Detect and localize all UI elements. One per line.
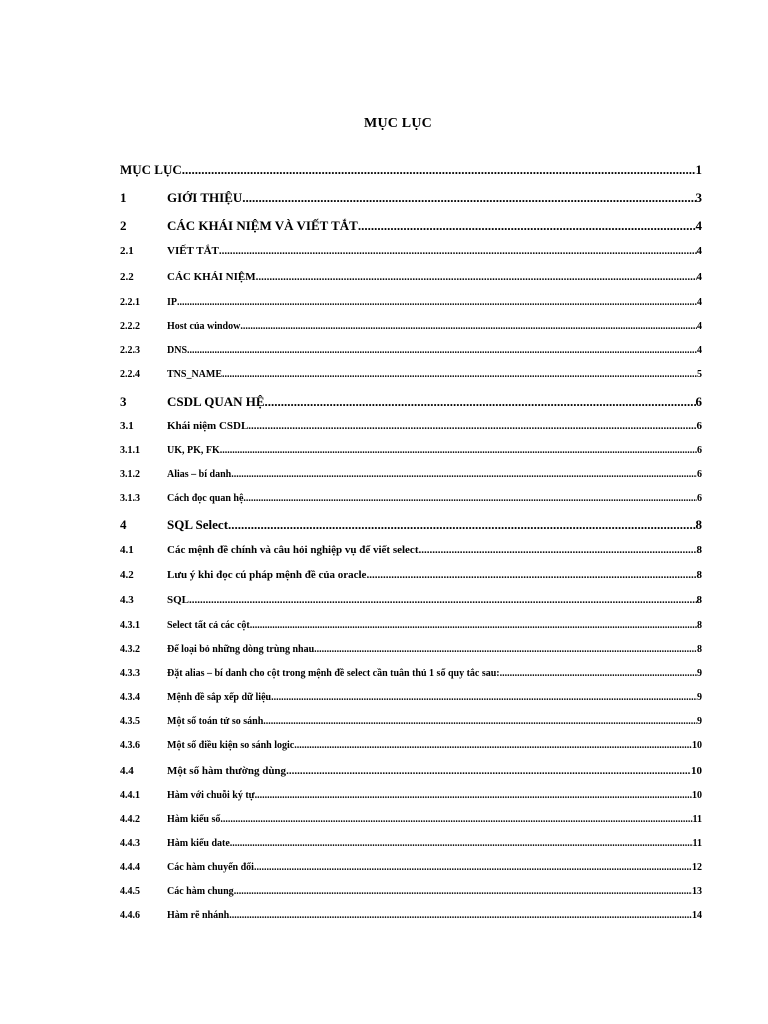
dot-leader — [250, 620, 697, 631]
toc-entry-page: 3 — [695, 190, 702, 205]
toc-entry-label: Các mệnh đề chính và câu hỏi nghiệp vụ để viết select — [167, 544, 419, 556]
toc-entry[interactable] — [120, 190, 702, 206]
toc-entry-label: IP — [167, 297, 177, 308]
toc-entry-label: Hàm rẽ nhánh — [167, 910, 230, 921]
toc-entry-label: Một số điều kiện so sánh logic — [167, 740, 295, 751]
toc-entry-label: DNS — [167, 345, 188, 356]
toc-entry-number: 2.2.2 — [120, 321, 140, 332]
toc-entry-page: 1 — [695, 162, 702, 177]
toc-entry[interactable] — [120, 517, 702, 533]
toc-entry-page: 8 — [696, 594, 702, 606]
dot-leader — [240, 321, 697, 332]
toc-entry-page: 9 — [697, 668, 702, 679]
toc-entry-page: 6 — [695, 394, 702, 409]
toc-entry[interactable] — [120, 420, 702, 432]
toc-entry-label: GIỚI THIỆU — [167, 190, 243, 205]
toc-entry-label: Các hàm chuyển đổi — [167, 862, 254, 873]
dot-leader — [294, 740, 692, 751]
toc-entry-label: TNS_NAME — [167, 369, 223, 380]
toc-entry[interactable] — [120, 493, 702, 504]
toc-entry-number: 3.1.3 — [120, 493, 140, 504]
toc-entry-number: 1 — [120, 190, 127, 205]
toc-entry-page: 8 — [697, 644, 702, 655]
toc-entry-page: 4 — [697, 321, 702, 332]
dot-leader — [177, 297, 697, 308]
toc-entry-page: 13 — [692, 886, 702, 897]
toc-entry[interactable] — [120, 469, 702, 480]
toc-entry-number: 4 — [120, 517, 127, 532]
toc-entry-number: 4.3.2 — [120, 644, 140, 655]
toc-entry-page: 4 — [697, 345, 702, 356]
toc-entry-page: 9 — [697, 692, 702, 703]
dot-leader — [230, 838, 693, 849]
toc-entry-label: Đặt alias – bí danh cho cột trong mệnh đề select cần tuân thủ 1 số quy tắc sau: — [167, 668, 500, 679]
toc-entry[interactable] — [120, 644, 702, 655]
page-title: MỤC LỤC — [364, 116, 432, 131]
toc-entry[interactable] — [120, 886, 702, 897]
toc-entry-number: 4.3.3 — [120, 668, 140, 679]
toc-entry-number: 4.4.3 — [120, 838, 140, 849]
toc-entry-number: 2.1 — [120, 245, 134, 257]
toc-entry-number: 4.3.6 — [120, 740, 140, 751]
toc-entry-label: Một số toán tử so sánh — [167, 716, 264, 727]
toc-entry-page: 8 — [696, 569, 702, 581]
dot-leader — [256, 271, 697, 283]
toc-entry-page: 11 — [692, 814, 702, 825]
toc-entry[interactable] — [120, 814, 702, 825]
toc-entry-label: Select tất cả các cột — [167, 620, 250, 631]
toc-entry[interactable] — [120, 245, 702, 257]
toc-entry[interactable] — [120, 594, 702, 606]
toc-entry[interactable] — [120, 297, 702, 308]
toc-entry-page: 4 — [695, 218, 702, 233]
toc-entry[interactable] — [120, 569, 702, 581]
toc-entry-number: 4.1 — [120, 544, 134, 556]
dot-leader — [222, 369, 697, 380]
toc-entry-number: 2.2 — [120, 271, 134, 283]
toc-entry-page: 10 — [692, 740, 702, 751]
dot-leader — [234, 886, 692, 897]
toc-entry[interactable] — [120, 790, 702, 801]
dot-leader — [231, 469, 697, 480]
toc-entry-label: Một số hàm thường dùng — [167, 765, 287, 777]
toc-entry-label: CÁC KHÁI NIỆM — [167, 271, 256, 283]
dot-leader — [243, 493, 697, 504]
toc-entry-number: 4.4 — [120, 765, 134, 777]
dot-leader — [255, 790, 692, 801]
toc-entry-label: CÁC KHÁI NIỆM VÀ VIẾT TẮT — [167, 218, 358, 233]
toc-entry-page: 14 — [692, 910, 702, 921]
toc-entry-number: 4.3 — [120, 594, 134, 606]
toc-entry-page: 8 — [697, 620, 702, 631]
toc-entry-number: 4.4.5 — [120, 886, 140, 897]
toc-entry-number: 4.3.1 — [120, 620, 140, 631]
toc-entry-label: Để loại bỏ những dòng trùng nhau — [167, 644, 315, 655]
toc-entry[interactable] — [120, 910, 702, 921]
toc-entry-page: 12 — [692, 862, 702, 873]
toc-entry[interactable] — [120, 445, 702, 456]
toc-entry[interactable] — [120, 765, 702, 777]
toc-entry-label: Cách đọc quan hệ — [167, 493, 244, 504]
toc-entry-label: Hàm kiểu date — [167, 838, 230, 849]
toc-entry-page: 6 — [697, 445, 702, 456]
toc-entry-label: Host của window — [167, 321, 241, 332]
toc-entry-page: 4 — [696, 245, 702, 257]
dot-leader — [229, 910, 692, 921]
toc-entry-page: 8 — [696, 544, 702, 556]
dot-leader — [265, 394, 696, 410]
toc-entry-label: SQL Select — [167, 517, 229, 532]
toc-entry-label: CSDL QUAN HỆ — [167, 394, 265, 409]
toc-entry-number: 2 — [120, 218, 127, 233]
toc-entry-label: VIẾT TẮT — [167, 245, 219, 257]
dot-leader — [254, 862, 692, 873]
toc-entry-number: 4.4.2 — [120, 814, 140, 825]
toc-entry[interactable] — [120, 394, 702, 410]
toc-entry-number: 3 — [120, 394, 127, 409]
dot-leader — [220, 814, 692, 825]
dot-leader — [366, 569, 696, 581]
dot-leader — [248, 420, 696, 432]
dot-leader — [358, 218, 696, 234]
toc-entry-label: Các hàm chung — [167, 886, 234, 897]
toc-entry[interactable] — [120, 345, 702, 356]
toc-entry-label: Khái niệm CSDL — [167, 420, 249, 432]
toc-entry-label: Hàm kiểu số — [167, 814, 221, 825]
toc-entry-label: UK, PK, FK — [167, 445, 220, 456]
toc-entry-number: 4.2 — [120, 569, 134, 581]
toc-entry-page: 5 — [697, 369, 702, 380]
toc-entry[interactable] — [120, 218, 702, 234]
toc-entry[interactable] — [120, 271, 702, 283]
dot-leader — [263, 716, 697, 727]
toc-entry-label: MỤC LỤC — [120, 162, 182, 177]
toc-entry-page: 10 — [692, 790, 702, 801]
toc-entry-number: 2.2.3 — [120, 345, 140, 356]
dot-leader — [187, 345, 697, 356]
toc-entry[interactable] — [120, 862, 702, 873]
toc-entry-number: 4.4.1 — [120, 790, 140, 801]
toc-entry[interactable] — [120, 716, 702, 727]
toc-entry-label: Mệnh đề sắp xếp dữ liệu — [167, 692, 272, 703]
dot-leader — [271, 692, 697, 703]
toc-entry-page: 9 — [697, 716, 702, 727]
toc-entry-page: 10 — [691, 765, 702, 777]
toc-entry-page: 6 — [696, 420, 702, 432]
dot-leader — [219, 245, 697, 257]
dot-leader — [228, 517, 695, 533]
toc-entry-number: 2.2.4 — [120, 369, 140, 380]
dot-leader — [418, 544, 696, 556]
dot-leader — [182, 162, 696, 178]
toc-entry-label: Alias – bí danh — [167, 469, 232, 480]
toc-entry-page: 4 — [696, 271, 702, 283]
toc-entry-page: 8 — [695, 517, 702, 532]
toc-entry-page: 6 — [697, 469, 702, 480]
toc-entry-label: SQL — [167, 594, 190, 606]
dot-leader — [286, 765, 691, 777]
dot-leader — [242, 190, 695, 206]
toc-entry-number: 3.1 — [120, 420, 134, 432]
toc-entry-number: 3.1.2 — [120, 469, 140, 480]
toc-entry[interactable] — [120, 668, 702, 679]
toc-entry[interactable] — [120, 162, 702, 178]
toc-entry-page: 4 — [697, 297, 702, 308]
dot-leader — [314, 644, 697, 655]
toc-entry-page: 11 — [692, 838, 702, 849]
toc-entry-page: 6 — [697, 493, 702, 504]
toc-entry-label: Hàm với chuỗi ký tự — [167, 790, 255, 801]
toc-entry-number: 3.1.1 — [120, 445, 140, 456]
toc-entry-number: 4.4.6 — [120, 910, 140, 921]
toc-entry-number: 2.2.1 — [120, 297, 140, 308]
toc-entry[interactable] — [120, 620, 702, 631]
toc-entry[interactable] — [120, 740, 702, 751]
dot-leader — [500, 668, 697, 679]
toc-entry[interactable] — [120, 321, 702, 332]
toc-entry[interactable] — [120, 838, 702, 849]
toc-entry-number: 4.4.4 — [120, 862, 140, 873]
toc-entry[interactable] — [120, 544, 702, 556]
toc-entry-number: 4.3.5 — [120, 716, 140, 727]
toc-entry[interactable] — [120, 692, 702, 703]
toc-entry[interactable] — [120, 369, 702, 380]
dot-leader — [220, 445, 697, 456]
toc-entry-label: Lưu ý khi đọc cú pháp mệnh đề của oracle — [167, 569, 367, 581]
toc-entry-number: 4.3.4 — [120, 692, 140, 703]
dot-leader — [189, 594, 696, 606]
